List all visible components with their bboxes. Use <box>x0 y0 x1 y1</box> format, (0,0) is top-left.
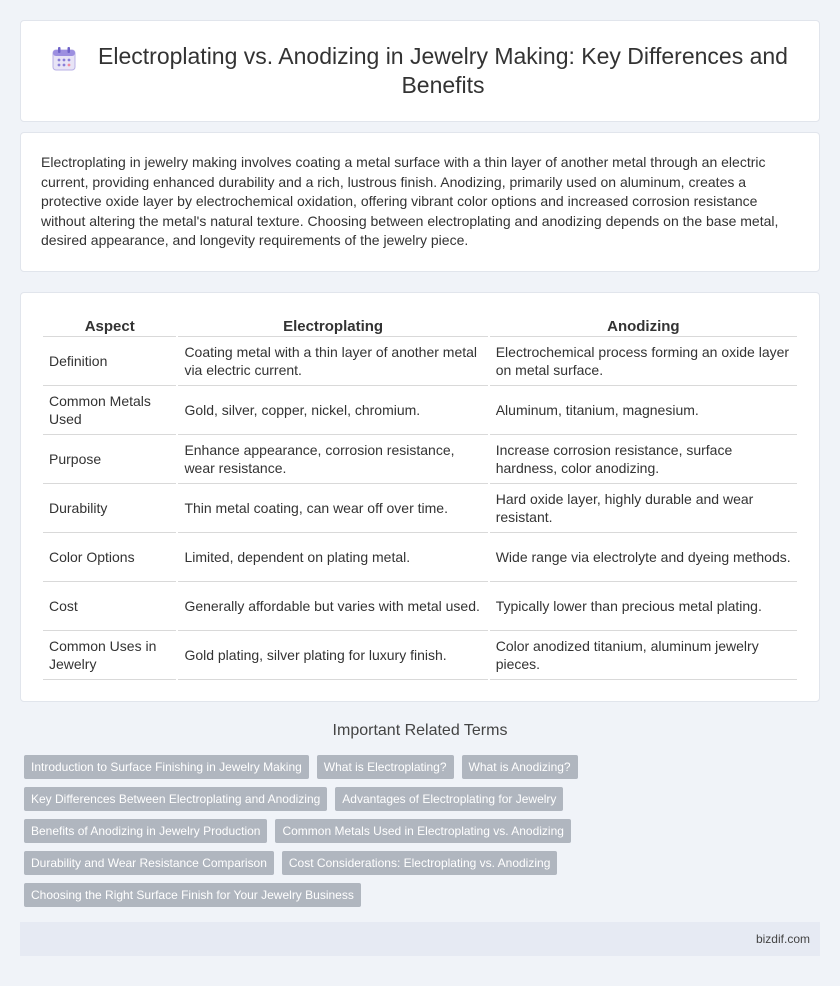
header-anodizing: Anodizing <box>490 315 797 337</box>
tag-row <box>24 819 824 843</box>
intro-card <box>20 132 820 272</box>
cell-aspect: Cost <box>43 582 176 631</box>
tag-row <box>24 787 824 811</box>
page-header <box>20 20 820 122</box>
cell-anodizing: Typically lower than precious metal plating. <box>490 582 797 631</box>
cell-aspect: Color Options <box>43 533 176 582</box>
cell-aspect: Durability <box>43 484 176 533</box>
cell-electroplating: Enhance appearance, corrosion resistance, wear resistance. <box>178 435 487 484</box>
related-term-link[interactable]: Key Differences Between Electroplating and Anodizing <box>24 787 327 811</box>
related-term-link[interactable]: Common Metals Used in Electroplating vs. Anodizing <box>275 819 570 843</box>
tag-row <box>24 851 824 875</box>
cell-electroplating: Generally affordable but varies with metal used. <box>178 582 487 631</box>
page-title: Electroplating vs. Anodizing in Jewelry Making: Key Differences and Benefits <box>98 43 788 98</box>
table-row <box>43 386 797 435</box>
comparison-card <box>20 292 820 702</box>
cell-anodizing: Hard oxide layer, highly durable and wear resistant. <box>490 484 797 533</box>
cell-anodizing: Wide range via electrolyte and dyeing methods. <box>490 533 797 582</box>
cell-aspect: Common Uses in Jewelry <box>43 631 176 680</box>
related-term-link[interactable]: Cost Considerations: Electroplating vs. Anodizing <box>282 851 557 875</box>
table-row <box>43 582 797 631</box>
cell-anodizing: Increase corrosion resistance, surface hardness, color anodizing. <box>490 435 797 484</box>
cell-anodizing: Aluminum, titanium, magnesium. <box>490 386 797 435</box>
cell-anodizing: Color anodized titanium, aluminum jewelry pieces. <box>490 631 797 680</box>
related-term-link[interactable]: What is Anodizing? <box>462 755 578 779</box>
cell-electroplating: Thin metal coating, can wear off over time. <box>178 484 487 533</box>
comparison-table <box>41 315 799 680</box>
cell-electroplating: Coating metal with a thin layer of another metal via electric current. <box>178 337 487 386</box>
table-row <box>43 631 797 680</box>
related-term-link[interactable]: Choosing the Right Surface Finish for Your Jewelry Business <box>24 883 361 907</box>
table-row <box>43 533 797 582</box>
cell-electroplating: Limited, dependent on plating metal. <box>178 533 487 582</box>
table-header-row <box>43 315 797 337</box>
calendar-icon <box>51 46 77 72</box>
footer <box>20 922 820 956</box>
intro-text: Electroplating in jewelry making involves coating a metal surface with a thin layer of another metal through an electric current, providing enhanced durability and a rich, lustrous finish. Anodizing, primarily used on aluminum, creates a protective oxide layer by electrochemical oxidation, offering vibrant color options and increased corrosion resistance without altering the metal's natural texture. Choosing between electroplating and anodizing depends on the base metal, desired appearance, and longevity requirements of the jewelry piece. <box>41 154 779 248</box>
cell-aspect: Common Metals Used <box>43 386 176 435</box>
related-term-link[interactable]: What is Electroplating? <box>317 755 454 779</box>
table-row <box>43 337 797 386</box>
related-term-link[interactable]: Advantages of Electroplating for Jewelry <box>335 787 563 811</box>
table-row <box>43 484 797 533</box>
related-terms-list <box>24 755 824 915</box>
cell-electroplating: Gold plating, silver plating for luxury finish. <box>178 631 487 680</box>
related-term-link[interactable]: Benefits of Anodizing in Jewelry Production <box>24 819 267 843</box>
footer-site-link[interactable]: bizdif.com <box>755 932 810 946</box>
table-row <box>43 435 797 484</box>
cell-aspect: Definition <box>43 337 176 386</box>
cell-anodizing: Electrochemical process forming an oxide layer on metal surface. <box>490 337 797 386</box>
header-electroplating: Electroplating <box>178 315 487 337</box>
header-aspect: Aspect <box>43 315 176 337</box>
related-term-link[interactable]: Durability and Wear Resistance Comparison <box>24 851 274 875</box>
related-term-link[interactable]: Introduction to Surface Finishing in Jewelry Making <box>24 755 309 779</box>
tag-row <box>24 755 824 779</box>
tag-row <box>24 883 824 907</box>
cell-electroplating: Gold, silver, copper, nickel, chromium. <box>178 386 487 435</box>
related-terms-title: Important Related Terms <box>332 722 508 739</box>
cell-aspect: Purpose <box>43 435 176 484</box>
